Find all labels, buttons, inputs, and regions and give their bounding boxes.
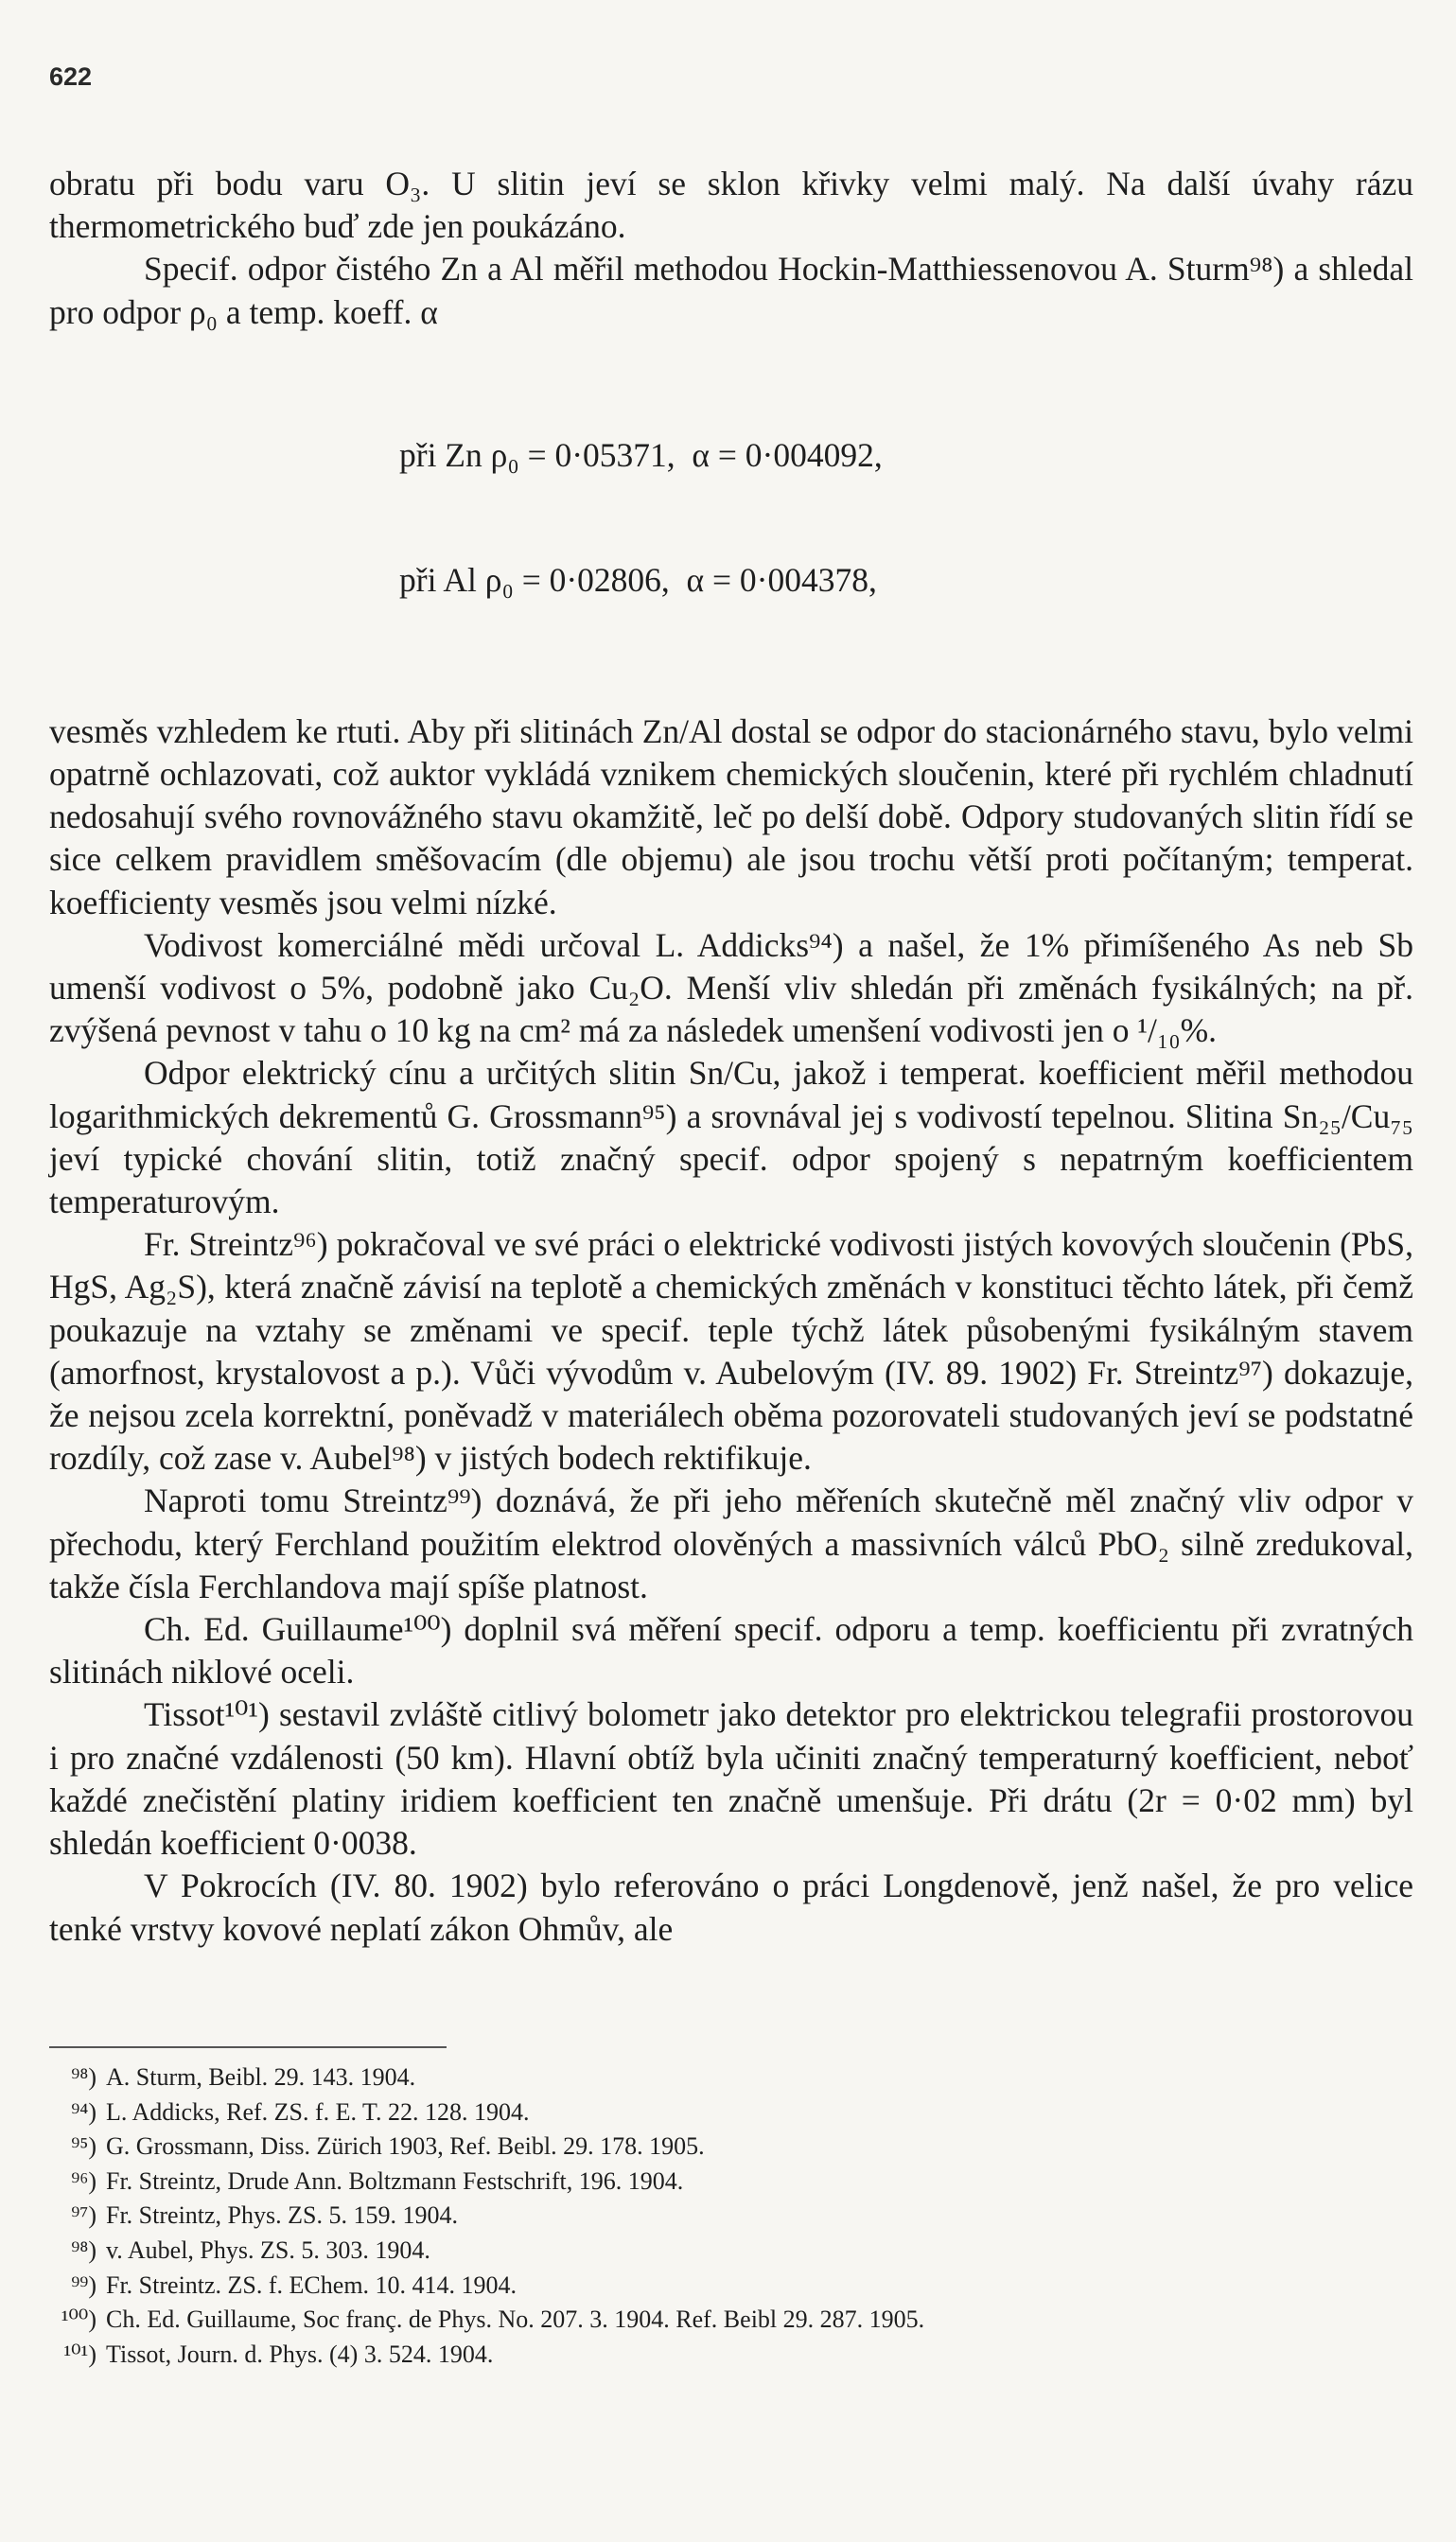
footnote-text: Tissot, Journ. d. Phys. (4) 3. 524. 1904. (106, 2340, 494, 2368)
footnote-number: ⁹⁸) (71, 2235, 96, 2264)
paragraph-2: Specif. odpor čistého Zn a Al měřil methodou Hockin-Matthiessenovou A. Sturm⁹⁸) a shledal pro odpor ρ₀ a temp. koeff. α (49, 250, 1413, 331)
footnote-text: v. Aubel, Phys. ZS. 5. 303. 1904. (106, 2235, 430, 2264)
footnote-text: G. Grossmann, Diss. Zürich 1903, Ref. Beibl. 29. 178. 1905. (106, 2132, 705, 2161)
footnote-99 (49, 2269, 1412, 2304)
footnote-95 (49, 2130, 1412, 2165)
paragraph-5: Odpor elektrický cínu a určitých slitin Sn/Cu, jakož i temperat. koefficient měřil methodou logarithmických dekrementů G. Grossmann⁹⁵) a srovnával jej s vodivostí tepelnou. Slitina Sn₂₅/Cu₇₅ jeví typické chování slitin, totiž značný specif. odpor spojený s nepatrným koefficientem temperaturovým. (49, 1054, 1413, 1221)
footnote-number: ¹⁰¹) (63, 2340, 96, 2368)
footnote-text: Fr. Streintz. ZS. f. EChem. 10. 414. 1904. (106, 2270, 517, 2299)
paragraph-10: V Pokrocích (IV. 80. 1902) bylo referováno o práci Longdenově, jenž našel, že pro velice tenké vrstvy kovové neplatí zákon Ohmův, ale (49, 1867, 1413, 1948)
footnote-text: L. Addicks, Ref. ZS. f. E. T. 22. 128. 1904. (106, 2097, 530, 2126)
paragraph-3: vesměs vzhledem ke rtuti. Aby při slitinách Zn/Al dostal se odpor do stacionárného stavu, bylo velmi opatrně ochlazovati, což auktor vykládá vznikem chemických sloučenin, které při rychlém chladnutí nedosahují svého rovnovážného stavu okamžitě, leč po delší době. Odpory studovaných slitin řídí se sice celkem pravidlem směšovacím (dle objemu) ale jsou trochu větší proti počítaným; temperat. koefficienty vesměs jsou velmi nízké. (49, 711, 1413, 921)
footnote-number: ⁹⁷) (71, 2201, 96, 2230)
footnote-text: Ch. Ed. Guillaume, Soc franç. de Phys. No. 207. 3. 1904. Ref. Beibl 29. 287. 1905. (106, 2305, 925, 2334)
footnote-93 (49, 2060, 1412, 2095)
footnote-101 (49, 2338, 1412, 2373)
footnote-number: ⁹⁵) (71, 2132, 96, 2161)
footnote-number: ⁹⁹) (71, 2270, 96, 2299)
footnote-98 (49, 2234, 1412, 2269)
footnote-number: ⁹⁴) (71, 2097, 96, 2126)
footnote-divider (49, 2046, 447, 2048)
footnote-number: ⁹⁶) (71, 2166, 96, 2195)
paragraph-9: Tissot¹⁰¹) sestavil zvláště citlivý bolometr jako detektor pro elektrickou telegrafii prostorovou i pro značné vzdálenosti (50 km). Hlavní obtíž byla učiniti značný temperaturný koefficient, neboť každé znečistění platiny iridiem koefficient ten značně umenšuje. Při drátu (2r = 0·02 mm) byl shledán koefficient 0·0038. (49, 1695, 1413, 1863)
footnote-97 (49, 2199, 1412, 2234)
footnote-number: ¹⁰⁰) (61, 2305, 96, 2334)
footnote-text: Fr. Streintz, Drude Ann. Boltzmann Festschrift, 196. 1904. (106, 2166, 684, 2195)
body-text (49, 163, 1413, 1951)
footnote-96 (49, 2165, 1412, 2200)
paragraph-4: Vodivost komerciálné mědi určoval L. Addicks⁹⁴) a našel, že 1% přimíšeného As neb Sb umenší vodivost o 5%, podobně jako Cu₂O. Menší vliv shledán při změnách fysikálných; na př. zvýšená pevnost v tahu o 10 kg na cm² má za následek umenšení vodivosti jen o ¹/₁₀%. (49, 925, 1413, 1050)
formula-block (399, 351, 1413, 684)
footnotes (49, 2060, 1412, 2372)
footnote-100 (49, 2303, 1412, 2338)
paragraph-6: Fr. Streintz⁹⁶) pokračoval ve své práci o elektrické vodivosti jistých kovových sloučenin (PbS, HgS, Ag₂S), která značně závisí na teplotě a chemických změnách v konstituci těchto látek, při čemž poukazuje na vztahy se změnami ve specif. teple týchž látek působenými fysikálným stavem (amorfnost, krystalovost a p.). Vůči vývodům v. Aubelovým (IV. 89. 1902) Fr. Streintz⁹⁷) dokazuje, že nejsou zcela korrektní, poněvadž v materiálech oběma pozorovateli studovaných jeví se podstatné rozdíly, což zase v. Aubel⁹⁸) v jistých bodech rektifikuje. (49, 1225, 1413, 1478)
paragraph-7: Naproti tomu Streintz⁹⁹) doznává, že při jeho měřeních skutečně měl značný vliv odpor v přechodu, který Ferchland použitím elektrod olověných a massivních válců PbO₂ silně zredukoval, takže čísla Ferchlandova mají spíše platnost. (49, 1481, 1413, 1605)
footnote-text: Fr. Streintz, Phys. ZS. 5. 159. 1904. (106, 2201, 458, 2230)
footnote-number: ⁹⁸) (71, 2063, 96, 2091)
page-number: 622 (49, 62, 93, 91)
paragraph-1: obratu při bodu varu O₃. U slitin jeví se sklon křivky velmi malý. Na další úvahy rázu thermometrického buď zde jen poukázáno. (49, 165, 1413, 246)
footnote-94 (49, 2095, 1412, 2130)
formula-line-zn: při Zn ρ₀ = 0·05371, α = 0·004092, (399, 435, 883, 474)
footnote-text: A. Sturm, Beibl. 29. 143. 1904. (106, 2063, 416, 2091)
formula-line-al: při Al ρ₀ = 0·02806, α = 0·004378, (399, 560, 877, 599)
paragraph-8: Ch. Ed. Guillaume¹⁰⁰) doplnil svá měření specif. odporu a temp. koefficientu při zvratných slitinách niklové oceli. (49, 1610, 1413, 1692)
